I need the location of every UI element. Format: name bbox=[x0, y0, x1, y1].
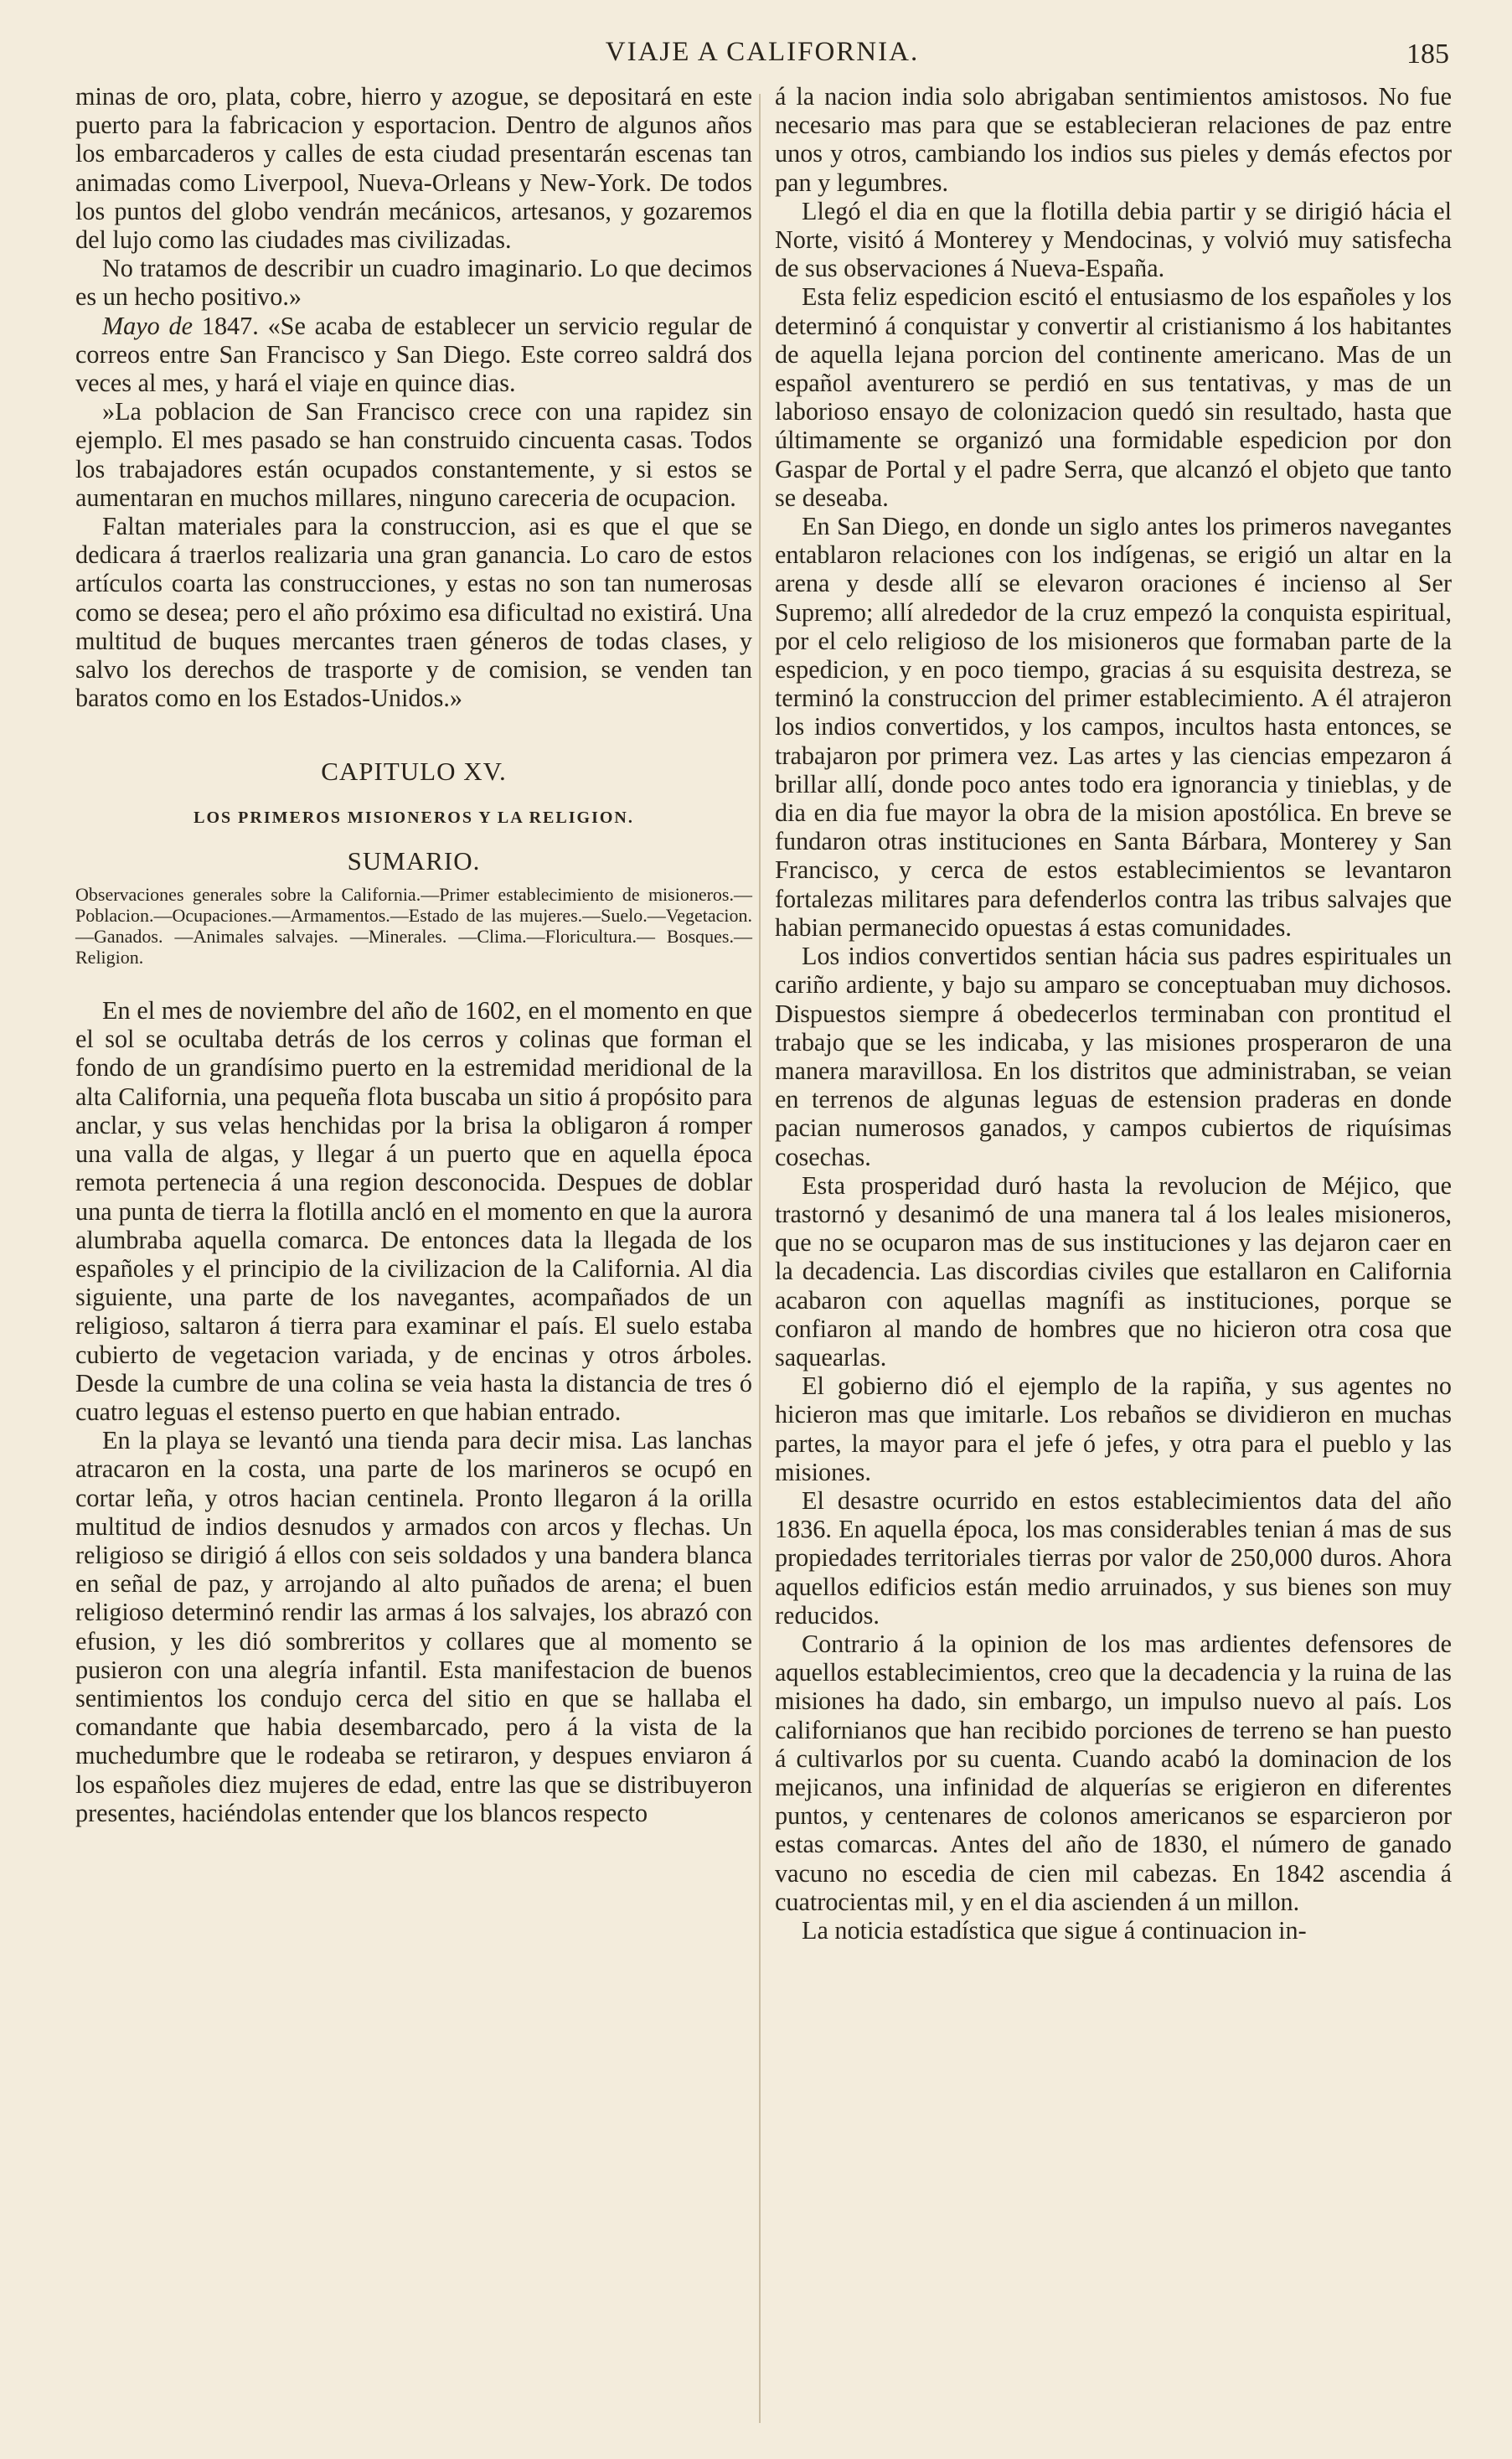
running-title: VIAJE A CALIFORNIA. bbox=[605, 37, 920, 67]
summary-text: Observaciones generales sobre la California.—Primer establecimiento de misioneros.—Poblacion.—Ocupaciones.—Armamentos.—Estado de las mujeres.—Suelo.—Vegetacion.—Ganados. —Animales salvajes. —Minerales. —Clima.—Floricultura.— Bosques.—Religion. bbox=[75, 884, 752, 969]
chapter-subtitle: LOS PRIMEROS MISIONEROS Y LA RELIGION. bbox=[194, 808, 634, 827]
page-number: 185 bbox=[1406, 39, 1449, 70]
left-column bbox=[75, 82, 752, 1827]
paragraph: Esta prosperidad duró hasta la revolucion de Méjico, que trastornó y desanimó de una manera tal á los leales misioneros, que no se ocuparon mas de sus instituciones y las dejaron caer en la decadencia. Las discordias civiles que estallaron en California acabaron con aquellas magnífi as instituciones, porque se confiaron al mando de hombres que no hicieron otra cosa que saquearlas. bbox=[775, 1170, 1452, 1372]
right-column bbox=[775, 82, 1452, 1945]
paragraph: Los indios convertidos sentian hácia sus padres espirituales un cariño ardiente, y bajo su amparo se conceptuaban muy dichosos. Dispuestos siempre á obedecerlos terminaban con prontitud el trabajo que se les indicaba, y las misiones prosperaron de una manera maravillosa. En los distritos que administraban, se veian en terrenos de algunas leguas de estension praderas en donde pacian numerosos ganados, y campos cubiertos de riquísimas cosechas. bbox=[775, 942, 1452, 1171]
paragraph: Faltan materiales para la construccion, asi es que el que se dedicara á traerlos realizaria una gran ganancia. Lo caro de estos artículos coarta las construcciones, y estas no son tan numerosas como se desea; pero el año próximo esa dificultad no existirá. Una multitud de buques mercantes traen géneros de todas clases, y salvo los derechos de trasporte y de comision, se venden tan baratos como en los Estados-Unidos.» bbox=[75, 512, 752, 713]
paragraph: El desastre ocurrido en estos establecimientos data del año 1836. En aquella época, los mas considerables tenian á mas de sus propiedades territoriales tierras por valor de 250,000 duros. Ahora aquellos edificios están medio arruinados, y sus bienes son muy reducidos. bbox=[775, 1485, 1452, 1630]
paragraph: En el mes de noviembre del año de 1602, en el momento en que el sol se ocultaba detrás de los cerros y colinas que forman el fondo de un grandísimo puerto en la estremidad meridional de la alta California, una pequeña flota buscaba un sitio á propósito para anclar, y sus velas henchidas por la brisa la obligaron á romper una valla de algas, y llegar á un puerto que en aquella época remota pertenecia á una region desconocida. Despues de doblar una punta de tierra la flotilla ancló en el momento en que la aurora alumbraba aquella comarca. De entonces data la llegada de los españoles y el principio de la civilizacion de la California. Al dia siguiente, una parte de los navegantes, acompañados de un religioso, saltaron á tierra para examinar el país. El suelo estaba cubierto de vegetacion variada, y de encinas y otros árboles. Desde la cumbre de una colina se veia hasta la distancia de tres ó cuatro leguas el estenso puerto en que habian entrado. bbox=[75, 996, 752, 1426]
paragraph: á la nacion india solo abrigaban sentimientos amistosos. No fue necesario mas para que se establecieran relaciones de paz entre unos y otros, cambiando los indios sus pieles y demás efectos por pan y legumbres. bbox=[775, 82, 1452, 197]
paragraph: »La poblacion de San Francisco crece con una rapidez sin ejemplo. El mes pasado se han construido cincuenta casas. Todos los trabajadores están ocupados constantemente, y si estos se aumentaran en muchos millares, ninguno careceria de ocupacion. bbox=[75, 397, 752, 512]
paragraph: En la playa se levantó una tienda para decir misa. Las lanchas atracaron en la costa, una parte de los marineros se ocupó en cortar leña, y otros hacian centinela. Pronto llegaron á la orilla multitud de indios desnudos y armados con arcos y flechas. Un religioso se dirigió á ellos con seis soldados y una bandera blanca en señal de paz, y arrojando al alto puñados de arena; el buen religioso determinó rendir las armas á los salvajes, los abrazó con efusion, y les dió sombreritos y collares que al momento se pusieron con una alegría infantil. Esta manifestacion de buenos sentimientos los condujo cerca del sitio en que se hallaba el comandante que habia desembarcado, pero á la vista de la muchedumbre que le rodeaba se retiraron, y despues enviaron á los españoles diez mujeres de edad, entre las que se distribuyeron presentes, haciéndolas entender que los blancos respecto bbox=[75, 1426, 752, 1827]
paragraph: Esta feliz espedicion escitó el entusiasmo de los españoles y los determinó á conquistar y convertir al cristianismo á los habitantes de aquella lejana porcion del continente americano. Mas de un español aventurero se perdió en sus tentativas, y mas de un laborioso ensayo de colonizacion quedó sin resultado, hasta que últimamente se organizó una formidable espedicion por don Gaspar de Portal y el padre Serra, que alcanzó el objeto que tanto se deseaba. bbox=[775, 282, 1452, 512]
paragraph: minas de oro, plata, cobre, hierro y azogue, se depositará en este puerto para la fabricacion y esportacion. Dentro de algunos años los embarcaderos y calles de esta ciudad presentarán escenas tan animadas como Liverpool, Nueva-Orleans y New-York. De todos los puntos del globo vendrán mecánicos, artesanos, y gozaremos del lujo como las ciudades mas civilizadas. bbox=[75, 82, 752, 255]
chapter-title: CAPITULO XV. bbox=[321, 757, 507, 787]
summary-heading: SUMARIO. bbox=[347, 845, 481, 876]
paragraph: En San Diego, en donde un siglo antes los primeros navegantes entablaron relaciones con los indígenas, se erigió un altar en la arena y desde allí se elevaron oraciones é incienso al Ser Supremo; allí alrededor de la cruz empezó la conquista espiritual, por el celo religioso de los misioneros que formaban parte de la espedicion, y en poco tiempo, gracias á su esquisita destreza, se terminó la construccion del primer establecimiento. A él atrajeron los indios convertidos, y los campos, incultos hasta entonces, se trabajaron por primera vez. Las artes y las ciencias empezaron á brillar allí, donde poco antes todo era ignorancia y tinieblas, y de dia en dia fue mayor la obra de la mision apostólica. En breve se fundaron otras instituciones en Santa Bárbara, Monterey y San Francisco, y cerca de estos establecimientos se levantaron fortalezas militares para defenderlos contra las tribus salvajes que habian permanecido opuestas á estas comunidades. bbox=[775, 512, 1452, 942]
date-label: Mayo de bbox=[102, 311, 194, 340]
page-header bbox=[75, 37, 1449, 79]
paragraph: Llegó el dia en que la flotilla debia partir y se dirigió hácia el Norte, visitó á Monterey y Mendocinas, y volvió muy satisfecha de sus observaciones á Nueva-España. bbox=[775, 196, 1452, 283]
paragraph: No tratamos de describir un cuadro imaginario. Lo que decimos es un hecho positivo.» bbox=[75, 254, 752, 312]
column-divider bbox=[759, 94, 761, 2423]
paragraph: El gobierno dió el ejemplo de la rapiña, y sus agentes no hicieron mas que imitarle. Los rebaños se dividieron en muchas partes, la mayor para el jefe ó jefes, y otra para el pueblo y las misiones. bbox=[775, 1372, 1452, 1486]
paragraph: Contrario á la opinion de los mas ardientes defensores de aquellos establecimientos, creo que la decadencia y la ruina de las misiones ha dado, sin embargo, un impulso nuevo al país. Los californianos que han recibido porciones de terreno se han puesto á cultivarlos por su cuenta. Cuando acabó la dominacion de los mejicanos, una infinidad de alquerías se erigieron en diferentes puntos, y centenares de colonos americanos se esparcieron por estas comarcas. Antes del año de 1830, el número de ganado vacuno no escedia de cien mil cabezas. En 1842 ascendia á cuatrocientas mil, y en el dia ascienden á un millon. bbox=[775, 1629, 1452, 1916]
paragraph-text: 1847. «Se acaba de establecer un servicio regular de correos entre San Francisco y San Diego. Este correo saldrá dos veces al mes, y hará el viaje en quince dias. bbox=[75, 311, 753, 398]
paragraph: La noticia estadística que sigue á continuacion in- bbox=[802, 1916, 1307, 1945]
dated-paragraph bbox=[75, 312, 752, 398]
